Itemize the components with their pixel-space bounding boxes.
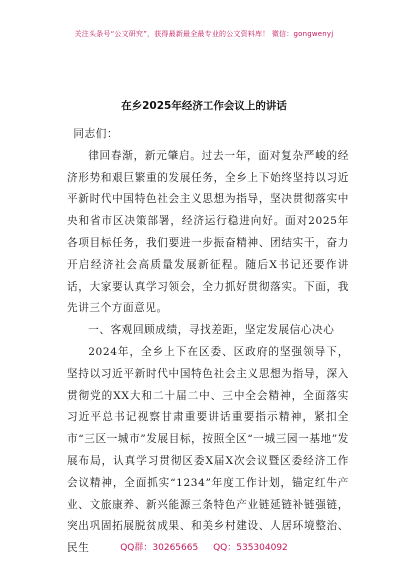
salutation: 同志们： <box>73 128 119 140</box>
footer-contact <box>0 540 408 553</box>
document-body <box>67 120 349 560</box>
document-title: 在乡2025年经济工作会议上的讲话 <box>121 100 287 112</box>
paragraph-opening: 律回春渐，新元肇启。过去一年，面对复杂严峻的经济形势和艰巨繁重的发展任务，全乡上下始终坚持以习近平新时代中国特色社会主义思想为指导，坚决贯彻落实中央和省市区决策部署，经济运行稳进向好。面对2025年各项目标任务，我们要进一步振奋精神、团结实干，奋力开启经济社会高质量发展新征程。随后X书记还要作讲话，大家要认真学习领会，全力抓好贯彻落实。下面，我先讲三个方面意见。 <box>67 149 349 315</box>
header-banner: 关注头条号“公文研究”，获得最新最全最专业的公文资料库！ 微信：gongwenyj <box>74 30 334 38</box>
footer-qq-group: QQ群：30265665 <box>120 543 199 553</box>
paragraph-review: 2024年，全乡上下在区委、区政府的坚强领导下，坚持以习近平新时代中国特色社会主义思想为指导，深入贯彻党的XX大和二十届二中、三中全会精神，全面落实习近平总书记视察甘肃重要讲话重要指示精神，紧扣全市“三区一城市”发展目标，按照全区“一城三园一基地”发展布局，认真学习贯彻区委X届X次会议暨区委经济工作会议精神，全面抓实“1234”年度工作计划，锚定红牛产业、文旅康养、新兴能源三条特色产业链延链补链强链，突出巩固拓展脱贫成果、和美乡村建设、人居环境整治、民生 <box>67 345 349 555</box>
footer-qq-number: QQ：535304092 <box>213 543 288 553</box>
section-heading-1: 一、客观回顾成绩，寻找差距，坚定发展信心决心 <box>88 324 335 337</box>
